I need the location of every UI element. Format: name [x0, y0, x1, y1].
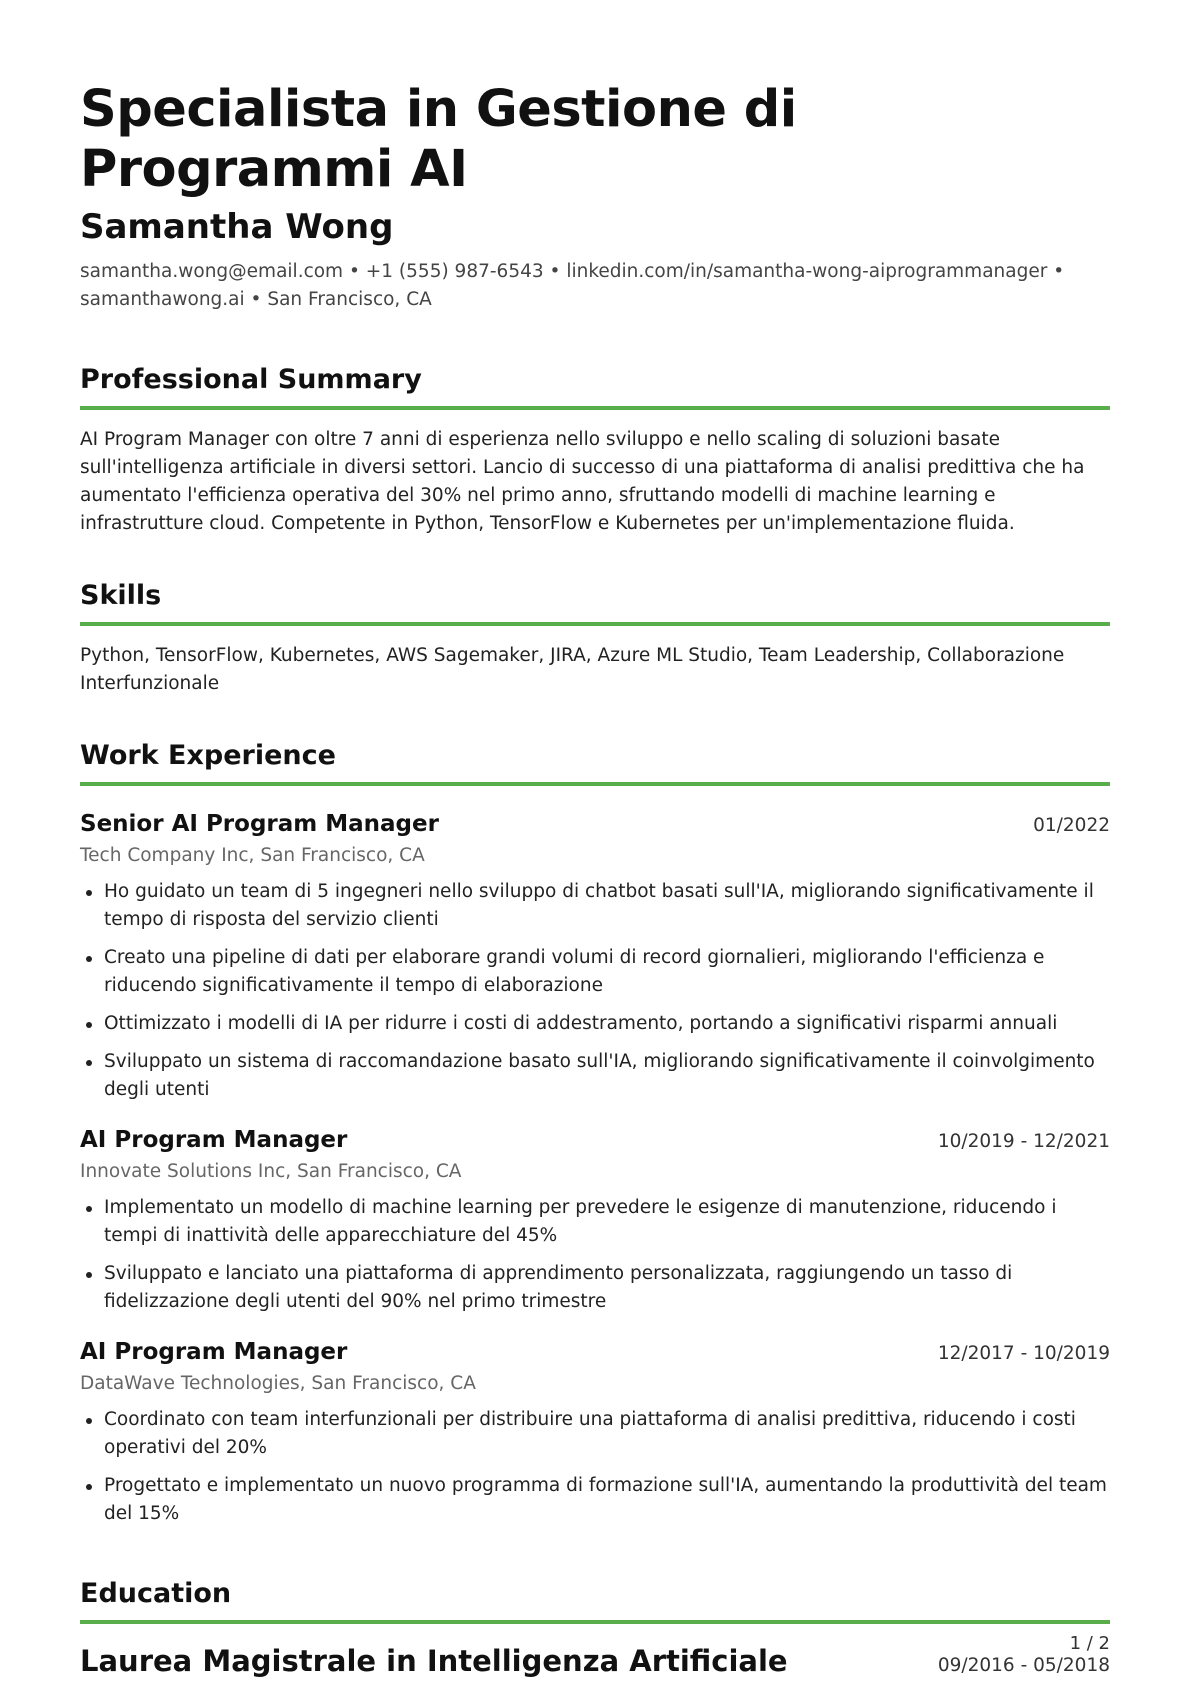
bullet-text: Progettato e implementato un nuovo programma di formazione sull'IA, aumentando la produttività del team del 15% — [104, 1475, 1107, 1524]
resume-header — [80, 80, 1110, 314]
job-bullet — [80, 1010, 1110, 1038]
education-degree: Laurea Magistrale in Intelligenza Artificiale — [80, 1644, 788, 1678]
bullet-text: Sviluppato e lanciato una piattaforma di apprendimento personalizzata, raggiungendo un tasso di fidelizzazione degli utenti del 90% nel primo trimestre — [104, 1263, 1013, 1312]
education-section — [80, 1576, 1110, 1680]
job-bullet — [80, 1260, 1110, 1316]
skills-text: Python, TensorFlow, Kubernetes, AWS Sagemaker, JIRA, Azure ML Studio, Team Leadership, Collaborazione Interfunzionale — [80, 645, 1065, 694]
bullet-dot-icon — [86, 956, 92, 962]
bullet-dot-icon — [86, 1022, 92, 1028]
job-title: Senior AI Program Manager — [80, 811, 439, 837]
job-bullet — [80, 1048, 1110, 1104]
bullet-text: Coordinato con team interfunzionali per distribuire una piattaforma di analisi predittiva, riducendo i costi operativi del 20% — [104, 1409, 1076, 1458]
skills-section — [80, 578, 1110, 698]
job-company: Tech Company Inc, San Francisco, CA — [80, 845, 425, 866]
education-entry — [80, 1642, 1110, 1680]
job-bullet — [80, 944, 1110, 1000]
job-bullet — [80, 878, 1110, 934]
contact-separator: • — [1047, 261, 1065, 282]
job-bullet — [80, 1406, 1110, 1462]
job-date: 10/2019 - 12/2021 — [937, 1131, 1110, 1152]
job-bullet — [80, 1472, 1110, 1528]
contact-email[interactable]: samantha.wong@email.com — [80, 261, 344, 282]
job-date: 01/2022 — [1033, 815, 1110, 836]
job-bullet — [80, 1194, 1110, 1250]
experience-section — [80, 738, 1110, 1528]
contact-separator: • — [244, 289, 268, 310]
contact-location: San Francisco, CA — [267, 289, 432, 310]
job-bullets — [80, 1194, 1110, 1316]
job-title: AI Program Manager — [80, 1339, 348, 1365]
summary-section — [80, 362, 1110, 538]
job-bullets — [80, 878, 1110, 1104]
job-date: 12/2017 - 10/2019 — [937, 1343, 1110, 1364]
bullet-dot-icon — [86, 1484, 92, 1490]
job-entry — [80, 1124, 1110, 1316]
job-bullets — [80, 1406, 1110, 1528]
contact-phone[interactable]: +1 (555) 987-6543 — [365, 261, 544, 282]
job-company: Innovate Solutions Inc, San Francisco, CA — [80, 1161, 462, 1182]
job-title: AI Program Manager — [80, 1127, 348, 1153]
summary-heading: Professional Summary — [80, 362, 1110, 410]
bullet-text: Sviluppato un sistema di raccomandazione basato sull'IA, migliorando significativamente il coinvolgimento degli utenti — [104, 1051, 1095, 1100]
bullet-text: Creato una pipeline di dati per elaborare grandi volumi di record giornalieri, migliorando l'efficienza e riducendo significativamente il tempo di elaborazione — [104, 947, 1045, 996]
job-entry — [80, 808, 1110, 1104]
education-heading: Education — [80, 1576, 1110, 1624]
bullet-text: Ottimizzato i modelli di IA per ridurre i costi di addestramento, portando a significativi risparmi annuali — [104, 1013, 1058, 1034]
contact-website[interactable]: samanthawong.ai — [80, 289, 245, 310]
contact-separator: • — [543, 261, 567, 282]
candidate-name: Samantha Wong — [80, 207, 394, 247]
job-company: DataWave Technologies, San Francisco, CA — [80, 1373, 476, 1394]
experience-heading: Work Experience — [80, 738, 1110, 786]
bullet-dot-icon — [86, 1206, 92, 1212]
job-entry — [80, 1336, 1110, 1528]
bullet-dot-icon — [86, 1060, 92, 1066]
education-date: 09/2016 - 05/2018 — [937, 1655, 1110, 1676]
page-number: 1 / 2 — [1069, 1633, 1110, 1654]
contact-linkedin[interactable]: linkedin.com/in/samantha-wong-aiprogrammanager — [566, 261, 1048, 282]
bullet-text: Implementato un modello di machine learning per prevedere le esigenze di manutenzione, riducendo i tempi di inattività delle apparecchiature del 45% — [104, 1197, 1057, 1246]
bullet-dot-icon — [86, 1418, 92, 1424]
contact-line — [80, 258, 1110, 314]
skills-heading: Skills — [80, 578, 1110, 626]
resume-title: Specialista in Gestione di Programmi AI — [80, 80, 797, 199]
bullet-dot-icon — [86, 890, 92, 896]
summary-text: AI Program Manager con oltre 7 anni di esperienza nello sviluppo e nello scaling di soluzioni basate sull'intelligenza artificiale in diversi settori. Lancio di successo di una piattaforma di analisi predittiva che ha aumentato l'efficienza operativa del 30% nel primo anno, sfruttando modelli di machine learning e infrastrutture cloud. Competente in Python, TensorFlow e Kubernetes per un'implementazione fluida. — [80, 429, 1085, 534]
bullet-text: Ho guidato un team di 5 ingegneri nello sviluppo di chatbot basati sull'IA, migliorando significativamente il tempo di risposta del servizio clienti — [104, 881, 1094, 930]
contact-separator: • — [343, 261, 366, 282]
bullet-dot-icon — [86, 1272, 92, 1278]
